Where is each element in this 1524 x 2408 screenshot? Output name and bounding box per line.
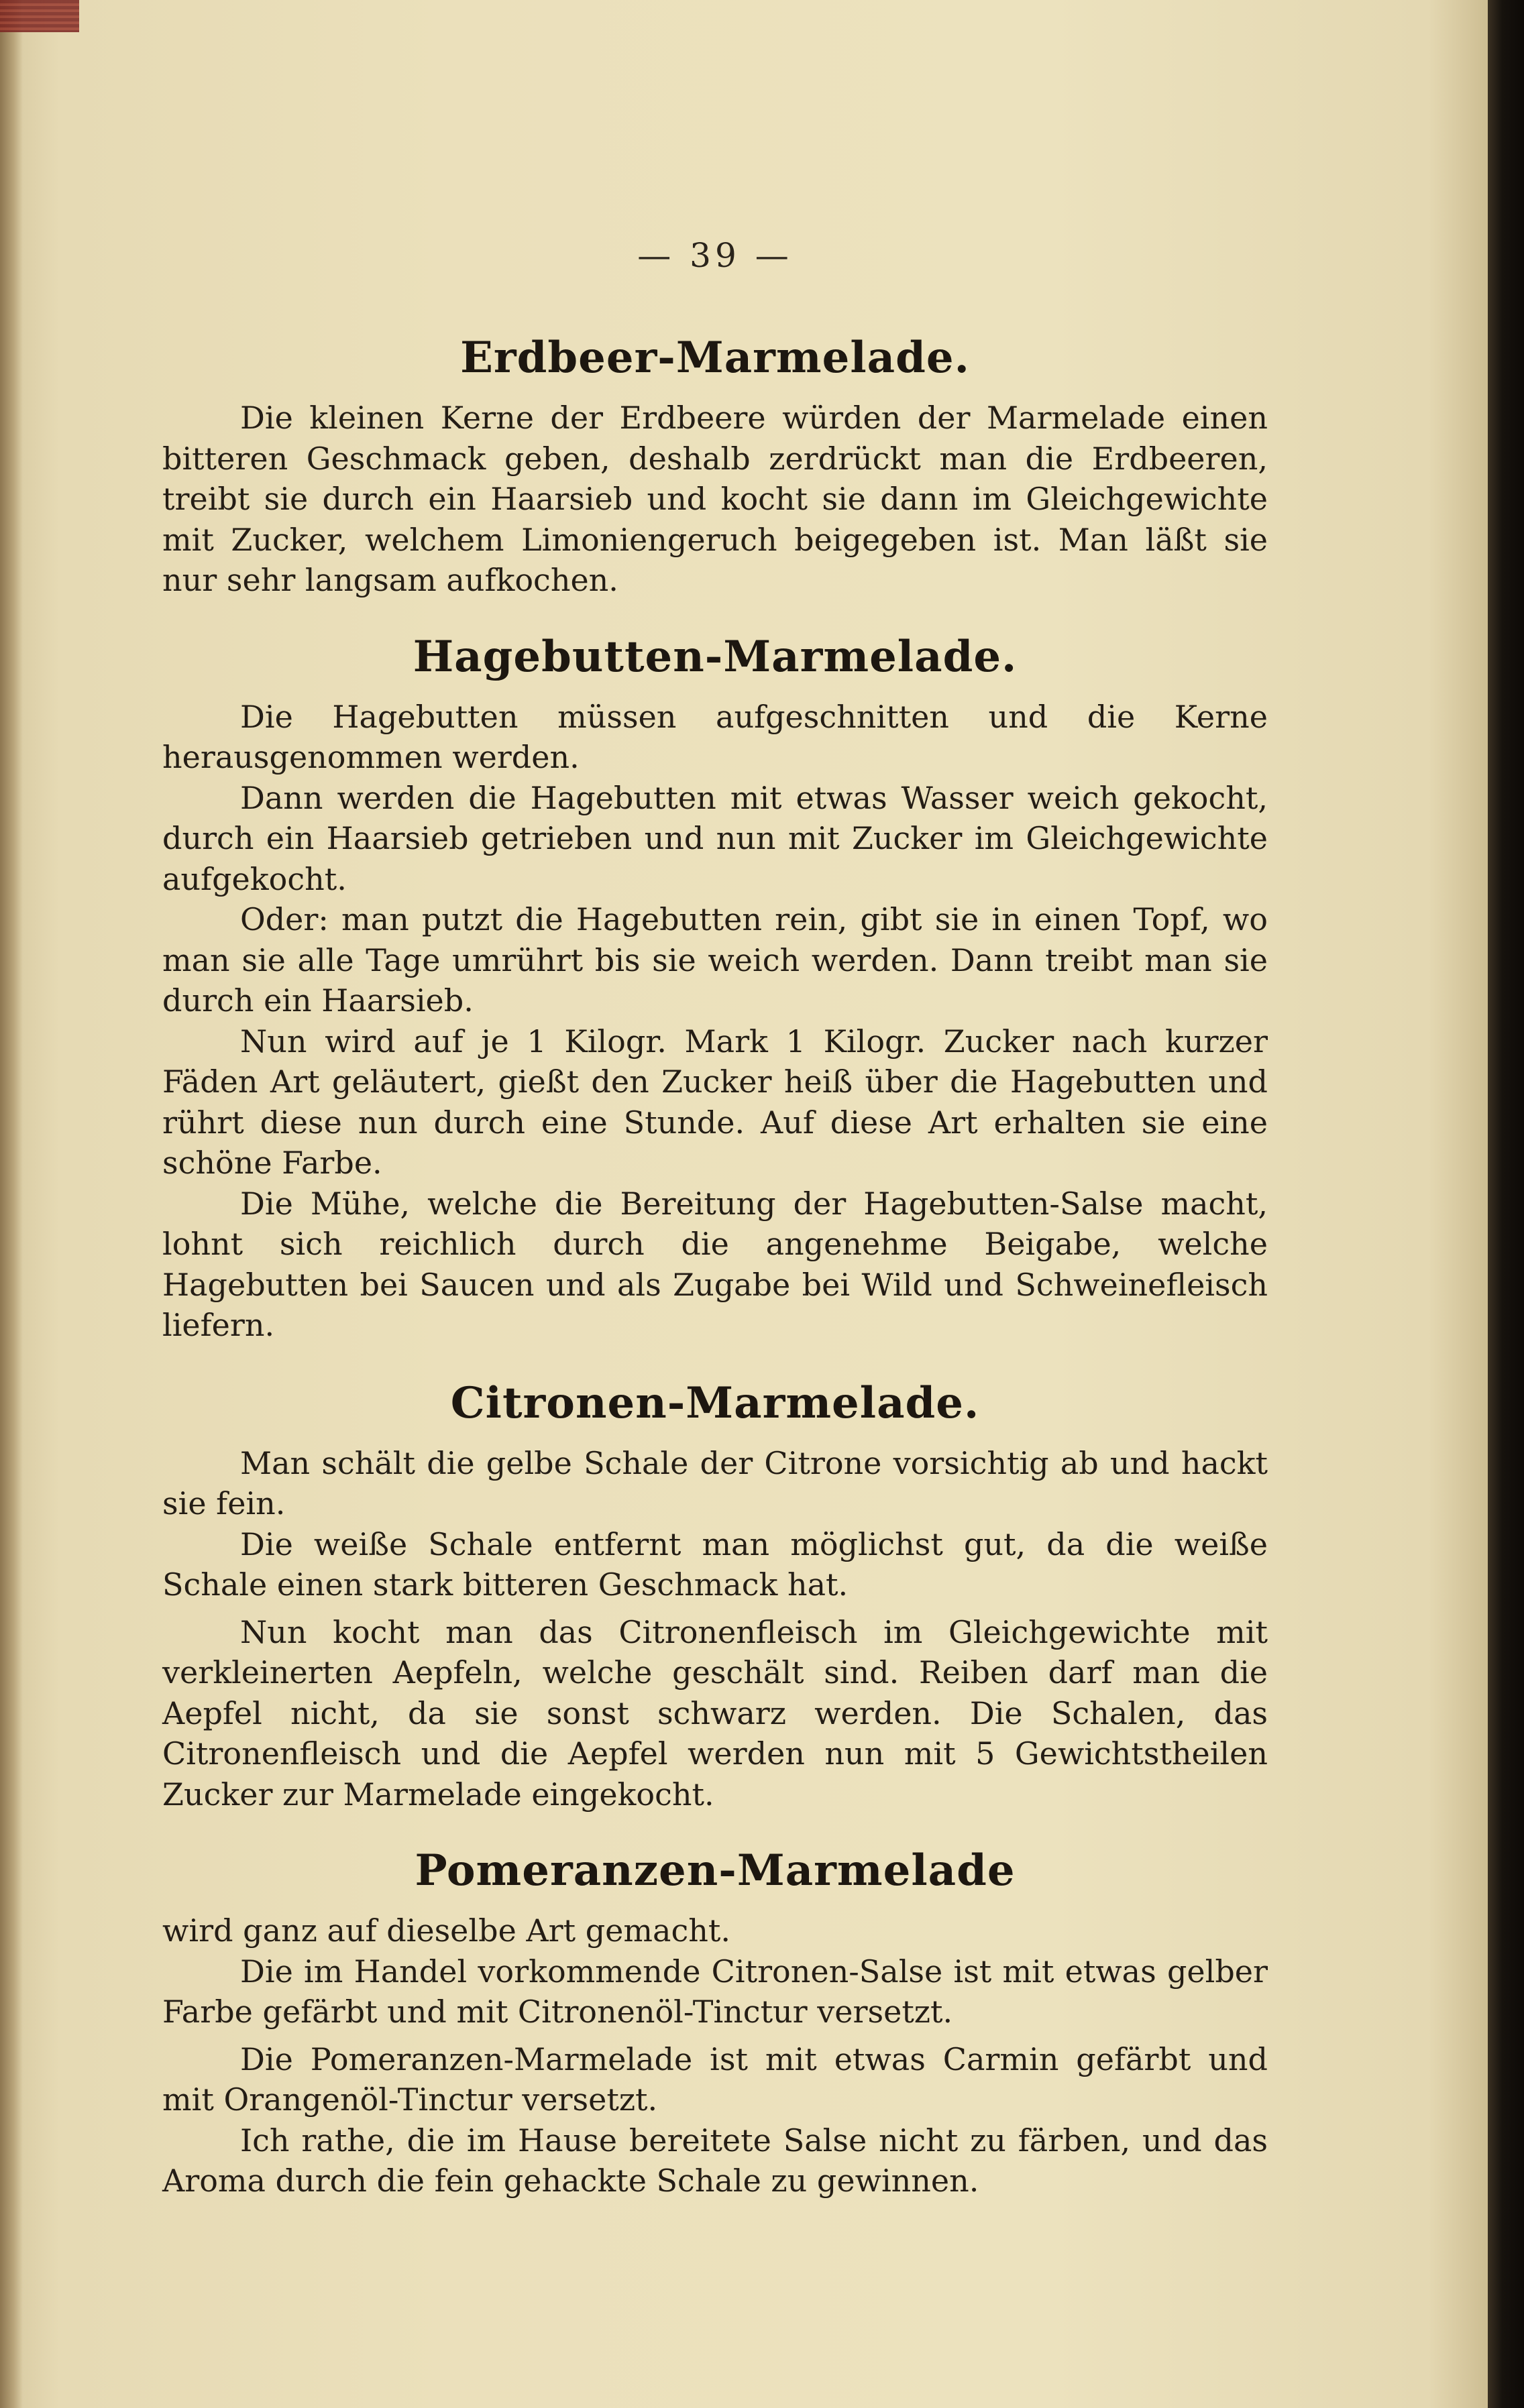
section-heading: Pomeranzen-Marmelade [415,1845,1016,1896]
book-edge [1488,0,1524,2408]
paragraph: Die Hagebutten müssen aufgeschnitten und die Kerne herausgenommen werden. [162,698,1268,775]
section-hagebutten [162,632,1268,1346]
page-text [162,201,1268,2201]
section-erdbeer [162,333,1268,601]
bookmark-ribbon [0,0,79,32]
paragraph: Man schält die gelbe Schale der Citrone vorsichtig ab und hackt sie fein. [162,1444,1268,1522]
section-heading: Hagebutten-Marmelade. [413,631,1018,682]
paragraph: Die weiße Schale entfernt man möglichst gut, da die weiße Schale einen stark bitteren Geschmack hat. [162,1526,1268,1603]
section-pomeranzen [162,1845,1268,2201]
paragraph: wird ganz auf dieselbe Art gemacht. [162,1912,730,1949]
paragraph: Nun kocht man das Citronenfleisch im Gleichgewichte mit verkleinerten Aepfeln, welche geschält sind. Reiben darf man die Aepfel nicht, da sie sonst schwarz werden. Die Schalen, das Citronenfleisch und die Aepfel werden nun mit 5 Gewichtstheilen Zucker zur Marmelade eingekocht. [162,1613,1268,1813]
section-heading: Erdbeer-Marmelade. [460,333,970,383]
paragraph: Ich rathe, die im Hause bereitete Salse nicht zu färben, und das Aroma durch die fein gehackte Schale zu gewinnen. [162,2122,1268,2199]
page-gutter [0,0,23,2408]
section-citronen [162,1378,1268,1815]
paragraph: Oder: man putzt die Hagebutten rein, gibt sie in einen Topf, wo man sie alle Tage umrührt bis sie weich werden. Dann treibt man sie durch ein Haarsieb. [162,901,1268,1019]
paragraph: Die Mühe, welche die Bereitung der Hagebutten-Salse macht, lohnt sich reichlich durch die angenehme Beigabe, welche Hagebutten bei Saucen und als Zugabe bei Wild und Schweinefleisch liefern. [162,1185,1268,1343]
paragraph: Die Pomeranzen-Marmelade ist mit etwas Carmin gefärbt und mit Orangenöl-Tinctur versetzt. [162,2041,1268,2118]
page-number: — 39 — [637,236,793,275]
paragraph: Die im Handel vorkommende Citronen-Salse ist mit etwas gelber Farbe gefärbt und mit Citronenöl-Tinctur versetzt. [162,1953,1268,2030]
section-heading: Citronen-Marmelade. [450,1377,980,1428]
paragraph: Die kleinen Kerne der Erdbeere würden der Marmelade einen bitteren Geschmack geben, deshalb zerdrückt man die Erdbeeren, treibt sie durch ein Haarsieb und kocht sie dann im Gleichgewichte mit Zucker, welchem Limoniengeruch beigegeben ist. Man läßt sie nur sehr langsam aufkochen. [162,400,1268,598]
paragraph: Nun wird auf je 1 Kilogr. Mark 1 Kilogr. Zucker nach kurzer Fäden Art geläutert, gießt den Zucker heiß über die Hagebutten und rührt diese nun durch eine Stunde. Auf diese Art erhalten sie eine schöne Farbe. [162,1023,1268,1181]
paragraph: Dann werden die Hagebutten mit etwas Wasser weich gekocht, durch ein Haarsieb getrieben und nun mit Zucker im Gleichgewichte aufgekocht. [162,779,1268,897]
